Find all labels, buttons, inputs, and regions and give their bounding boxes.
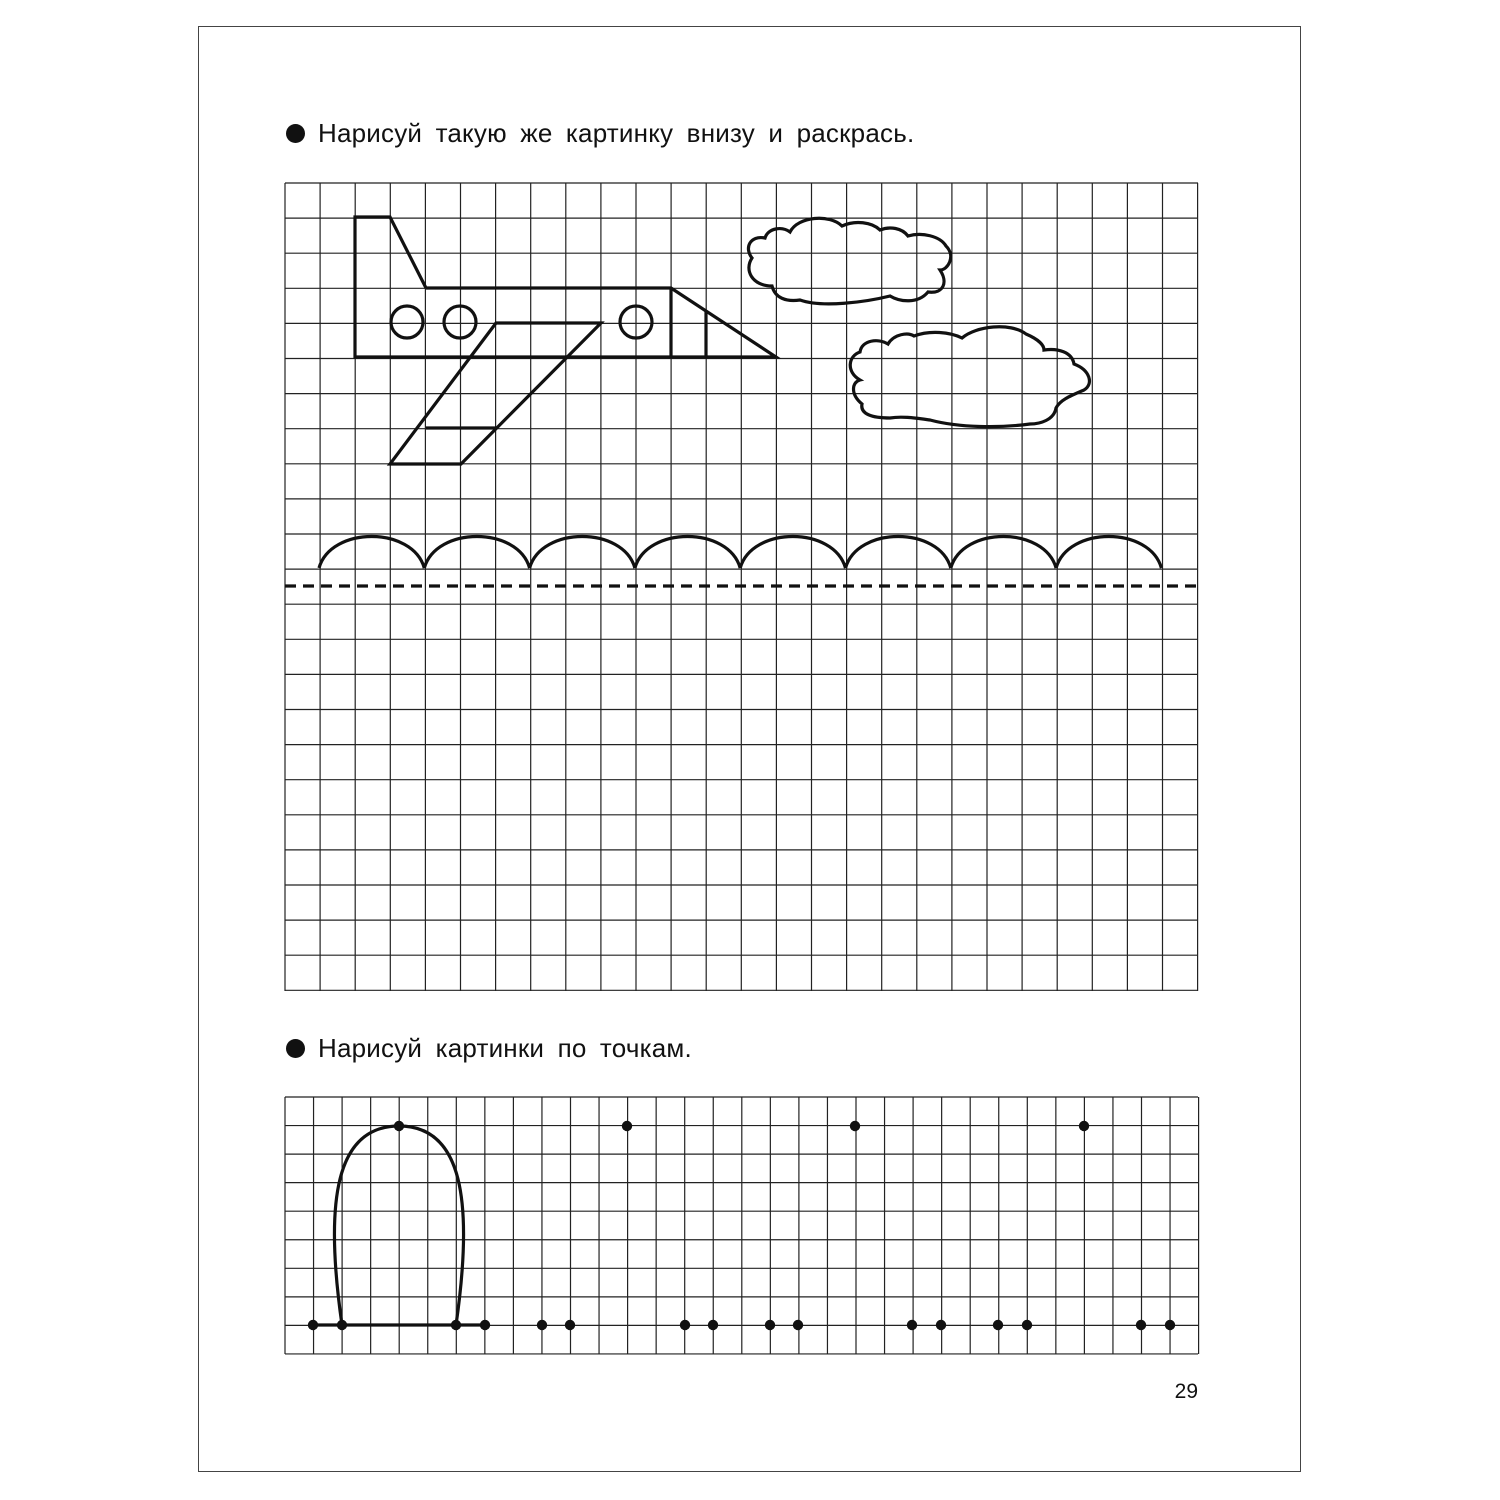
page-number: 29 — [1174, 1380, 1198, 1403]
arch — [319, 537, 424, 569]
dot-point — [936, 1320, 946, 1330]
arch — [1056, 537, 1161, 569]
dot-point — [680, 1320, 690, 1330]
dot-point — [907, 1320, 917, 1330]
grid-2 — [285, 1097, 1199, 1354]
dot-point — [394, 1121, 404, 1131]
arch — [635, 537, 740, 569]
clouds — [748, 218, 1089, 426]
dot-point — [451, 1320, 461, 1330]
dot-point — [993, 1320, 1003, 1330]
dot-point — [1136, 1320, 1146, 1330]
arch — [740, 537, 845, 569]
arch — [951, 537, 1056, 569]
dot-point — [480, 1320, 490, 1330]
task2-instruction-text: Нарисуй картинки по точкам. — [318, 1033, 692, 1063]
task2-instruction — [286, 1033, 692, 1064]
arch — [424, 537, 529, 569]
dot-point — [337, 1320, 347, 1330]
dot-point — [622, 1121, 632, 1131]
dot-point — [850, 1121, 860, 1131]
arches-row — [319, 537, 1161, 569]
arch — [846, 537, 951, 569]
cloud-2 — [850, 327, 1089, 427]
bullet-icon — [286, 1039, 305, 1058]
dot-point — [308, 1320, 318, 1330]
arch — [530, 537, 635, 569]
dot-point — [537, 1320, 547, 1330]
dot-point — [565, 1320, 575, 1330]
dot-point — [793, 1320, 803, 1330]
dot-point — [1165, 1320, 1175, 1330]
dot-point — [1022, 1320, 1032, 1330]
dot-point — [1079, 1121, 1089, 1131]
dot-point — [765, 1320, 775, 1330]
dot-point — [708, 1320, 718, 1330]
task1-instruction-text: Нарисуй такую же картинку внизу и раскрась. — [318, 118, 915, 148]
airplane-window-1 — [391, 306, 423, 338]
cloud-1 — [748, 218, 950, 304]
